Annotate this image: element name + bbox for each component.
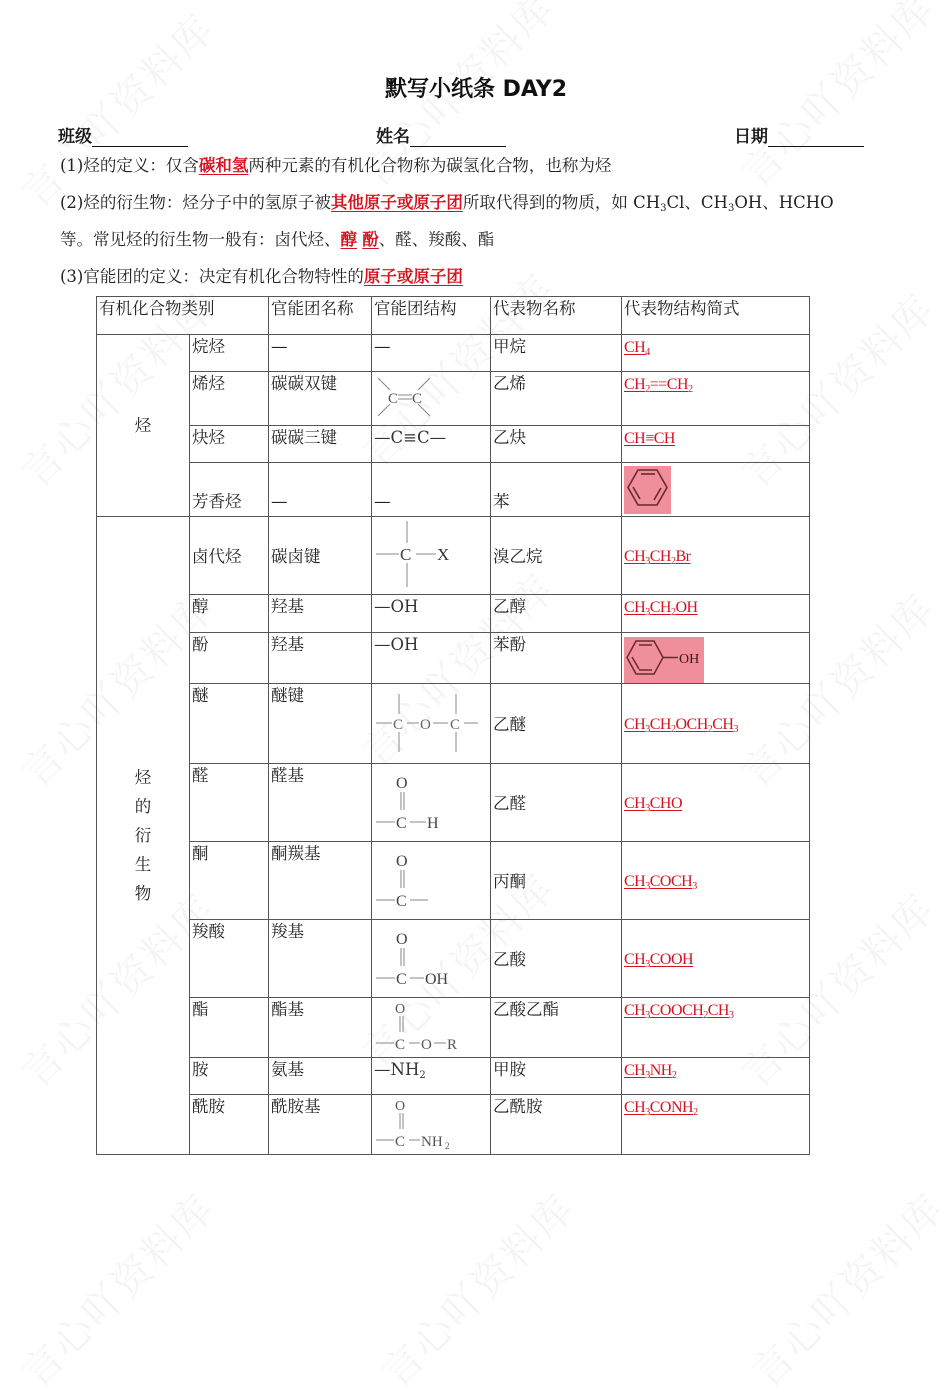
text: (1)烃的定义：仅含: [60, 156, 199, 175]
header-formula: 代表物结构简式: [622, 297, 810, 335]
formula-cell: [622, 335, 810, 372]
fg-name-cell: 酰胺基: [269, 1095, 372, 1155]
text: 、醛、羧酸、酯: [378, 230, 495, 249]
table-header-row: [97, 297, 810, 335]
table-row: [97, 633, 810, 684]
fg-name-cell: 氨基: [269, 1058, 372, 1095]
fg-name-cell: 羟基: [269, 633, 372, 684]
rep-name-cell: 苯: [491, 463, 622, 517]
svg-text:C: C: [400, 545, 412, 564]
formula-cell: [622, 764, 810, 842]
formula-cell: [622, 463, 810, 517]
ester-group-diagram: [374, 1000, 474, 1052]
fg-name-cell: —: [269, 335, 372, 372]
category-cell: 酯: [190, 998, 269, 1058]
date-field[interactable]: [734, 122, 864, 147]
paragraph-3: [60, 267, 463, 287]
text: OH、HCHO: [734, 193, 834, 212]
header-category: 有机化合物类别: [97, 297, 269, 335]
ketone-carbonyl-diagram: [374, 844, 464, 914]
phenol-structure-icon: [624, 637, 704, 683]
name-blank[interactable]: [410, 128, 506, 147]
page-title: 默写小纸条 DAY2: [384, 77, 568, 102]
answer-highlight: 酚: [362, 230, 379, 249]
text: (3)官能团的定义：决定有机化合物特性的: [60, 267, 364, 286]
formula: $CH_4$: [624, 339, 650, 358]
svg-text:C: C: [393, 717, 404, 733]
fg-struct-cell: [372, 920, 491, 998]
svg-text:C: C: [450, 717, 461, 733]
answer-highlight: 醇: [340, 230, 357, 249]
paragraph-2: [60, 193, 834, 213]
table-row: [97, 595, 810, 633]
formula: CH≡CH: [624, 430, 675, 447]
category-cell: 醇: [190, 595, 269, 633]
fg-name-cell: —: [269, 463, 372, 517]
svg-text:C: C: [388, 391, 399, 407]
fg-name-cell: 醚键: [269, 684, 372, 764]
fg-struct-cell: [372, 842, 491, 920]
paragraph-2-line-2: [60, 230, 494, 250]
rep-name-cell: 甲胺: [491, 1058, 622, 1095]
formula: $CH_3CONH_2$: [624, 1099, 698, 1118]
formula: $CH_3COCH_3$: [624, 873, 697, 892]
rep-name-cell: 乙酸乙酯: [491, 998, 622, 1058]
category-cell: 卤代烃: [190, 517, 269, 595]
formula: $CH_3CH_2OCH_2CH_3$: [624, 716, 738, 735]
fg-struct-cell: [372, 998, 491, 1058]
formula: $CH_2==CH_2$: [624, 376, 693, 395]
svg-text:C: C: [396, 893, 407, 910]
svg-text:C: C: [395, 1134, 406, 1149]
category-cell: 胺: [190, 1058, 269, 1095]
benzene-ring-icon: [624, 466, 671, 514]
text: Cl、CH: [666, 193, 728, 212]
formula: $CH_3CH_2OH$: [624, 599, 698, 618]
category-cell: 羧酸: [190, 920, 269, 998]
group-hydrocarbon: 烃: [97, 335, 190, 517]
svg-text:R: R: [447, 1037, 458, 1052]
table-row: [97, 998, 810, 1058]
aldehyde-group-diagram: [374, 766, 464, 836]
table-row: [97, 372, 810, 426]
header-fg-name: 官能团名称: [269, 297, 372, 335]
header-fg-struct: 官能团结构: [372, 297, 491, 335]
fg-struct-cell: [372, 372, 491, 426]
category-cell: 酮: [190, 842, 269, 920]
svg-text:OH: OH: [425, 971, 449, 988]
table-row: [97, 1095, 810, 1155]
fg-struct-cell: —OH: [372, 633, 491, 684]
subscript: 3: [727, 203, 735, 214]
fg-struct-cell: $—NH_2$: [372, 1058, 491, 1095]
svg-text:H: H: [427, 815, 439, 832]
double-bond-diagram: [374, 374, 434, 420]
fg-name-cell: 酮羰基: [269, 842, 372, 920]
class-label: 班级: [58, 127, 92, 147]
svg-text:O: O: [396, 931, 408, 948]
category-cell: 酰胺: [190, 1095, 269, 1155]
category-cell: 烯烃: [190, 372, 269, 426]
class-blank[interactable]: [92, 128, 188, 147]
svg-text:C: C: [396, 971, 407, 988]
vertical-label: 烃 的 衍 生 物: [134, 768, 152, 903]
formula-cell: [622, 372, 810, 426]
fg-name-cell: 酯基: [269, 998, 372, 1058]
fg-struct-cell: [372, 517, 491, 595]
formula-cell: [622, 517, 810, 595]
svg-text:O: O: [395, 1002, 406, 1017]
rep-name-cell: 溴乙烷: [491, 517, 622, 595]
subscript: 3: [660, 203, 667, 214]
formula: $CH_3CH_2Br$: [624, 548, 691, 567]
name-field[interactable]: [376, 122, 506, 147]
rep-name-cell: 甲烷: [491, 335, 622, 372]
formula-cell: [622, 426, 810, 463]
text: 等。常见烃的衍生物一般有：卤代烃、: [60, 230, 341, 249]
svg-text:OH: OH: [679, 652, 700, 667]
svg-text:C: C: [395, 1037, 406, 1052]
table-row: [97, 684, 810, 764]
table-row: [97, 335, 810, 372]
ether-bond-diagram: [374, 686, 484, 758]
date-label: 日期: [734, 127, 768, 147]
table-row: [97, 764, 810, 842]
answer-highlight: 其他原子或原子团: [330, 193, 463, 212]
text: (2)烃的衍生物：烃分子中的氢原子被: [60, 193, 331, 212]
text: 所取代得到的物质，如 CH: [462, 193, 661, 212]
svg-text:O: O: [421, 1037, 432, 1052]
amide-group-diagram: [374, 1097, 474, 1149]
table-row: [97, 517, 810, 595]
svg-text:O: O: [396, 775, 408, 792]
category-cell: 烷烃: [190, 335, 269, 372]
rep-name-cell: 丙酮: [491, 842, 622, 920]
svg-text:C: C: [396, 815, 407, 832]
category-cell: 醚: [190, 684, 269, 764]
formula-cell: [622, 1095, 810, 1155]
name-label: 姓名: [376, 127, 410, 147]
fg-struct-cell: [372, 764, 491, 842]
category-cell: 酚: [190, 633, 269, 684]
fg-struct-cell: [372, 1095, 491, 1155]
table-row: [97, 920, 810, 998]
functional-group-table: [96, 296, 810, 1155]
fg-struct-cell: [372, 684, 491, 764]
svg-text:NH: NH: [421, 1134, 443, 1149]
svg-text:O: O: [395, 1099, 406, 1114]
fg-struct-cell: —: [372, 335, 491, 372]
carbon-halogen-bond-diagram: [374, 519, 464, 589]
carboxyl-group-diagram: [374, 922, 474, 992]
fg-struct-cell: —C≡C—: [372, 426, 491, 463]
text: 两种元素的有机化合物称为碳氢化合物，也称为烃: [248, 156, 612, 175]
rep-name-cell: 乙醛: [491, 764, 622, 842]
rep-name-cell: 乙醚: [491, 684, 622, 764]
table-row: [97, 463, 810, 517]
fg-name-cell: 羧基: [269, 920, 372, 998]
formula-cell: [622, 595, 810, 633]
class-field[interactable]: [58, 122, 188, 147]
formula-cell: [622, 920, 810, 998]
date-blank[interactable]: [768, 128, 864, 147]
formula-cell: [622, 842, 810, 920]
formula: $CH_3COOCH_2CH_3$: [624, 1002, 734, 1021]
fg-name-cell: 醛基: [269, 764, 372, 842]
fg-struct-cell: —: [372, 463, 491, 517]
formula: $CH_3CHO$: [624, 795, 683, 814]
fg-name-cell: 碳碳双键: [269, 372, 372, 426]
category-cell: 芳香烃: [190, 463, 269, 517]
formula: $CH_3NH_2$: [624, 1062, 677, 1081]
table-row: [97, 426, 810, 463]
svg-text:C: C: [412, 391, 423, 407]
answer-highlight: 碳和氢: [198, 156, 249, 175]
category-cell: 醛: [190, 764, 269, 842]
rep-name-cell: 乙酰胺: [491, 1095, 622, 1155]
table-row: [97, 1058, 810, 1095]
rep-name-cell: 苯酚: [491, 633, 622, 684]
svg-text:X: X: [437, 545, 450, 564]
answer-highlight: 原子或原子团: [363, 267, 463, 286]
rep-name-cell: 乙酸: [491, 920, 622, 998]
rep-name-cell: 乙醇: [491, 595, 622, 633]
formula-cell: [622, 684, 810, 764]
svg-text:O: O: [396, 853, 408, 870]
paragraph-1: [60, 156, 611, 176]
table-row: [97, 842, 810, 920]
formula-cell: [622, 633, 810, 684]
fg-struct-cell: —OH: [372, 595, 491, 633]
formula: $CH_3COOH$: [624, 951, 694, 970]
svg-text:O: O: [420, 717, 431, 733]
fg-name-cell: 碳碳三键: [269, 426, 372, 463]
group-derivatives: [97, 517, 190, 1155]
rep-name-cell: 乙烯: [491, 372, 622, 426]
category-cell: 炔烃: [190, 426, 269, 463]
fg-name-cell: 羟基: [269, 595, 372, 633]
svg-text:2: 2: [445, 1141, 450, 1149]
header-rep-name: 代表物名称: [491, 297, 622, 335]
rep-name-cell: 乙炔: [491, 426, 622, 463]
formula-cell: [622, 998, 810, 1058]
fg-name-cell: 碳卤键: [269, 517, 372, 595]
formula-cell: [622, 1058, 810, 1095]
